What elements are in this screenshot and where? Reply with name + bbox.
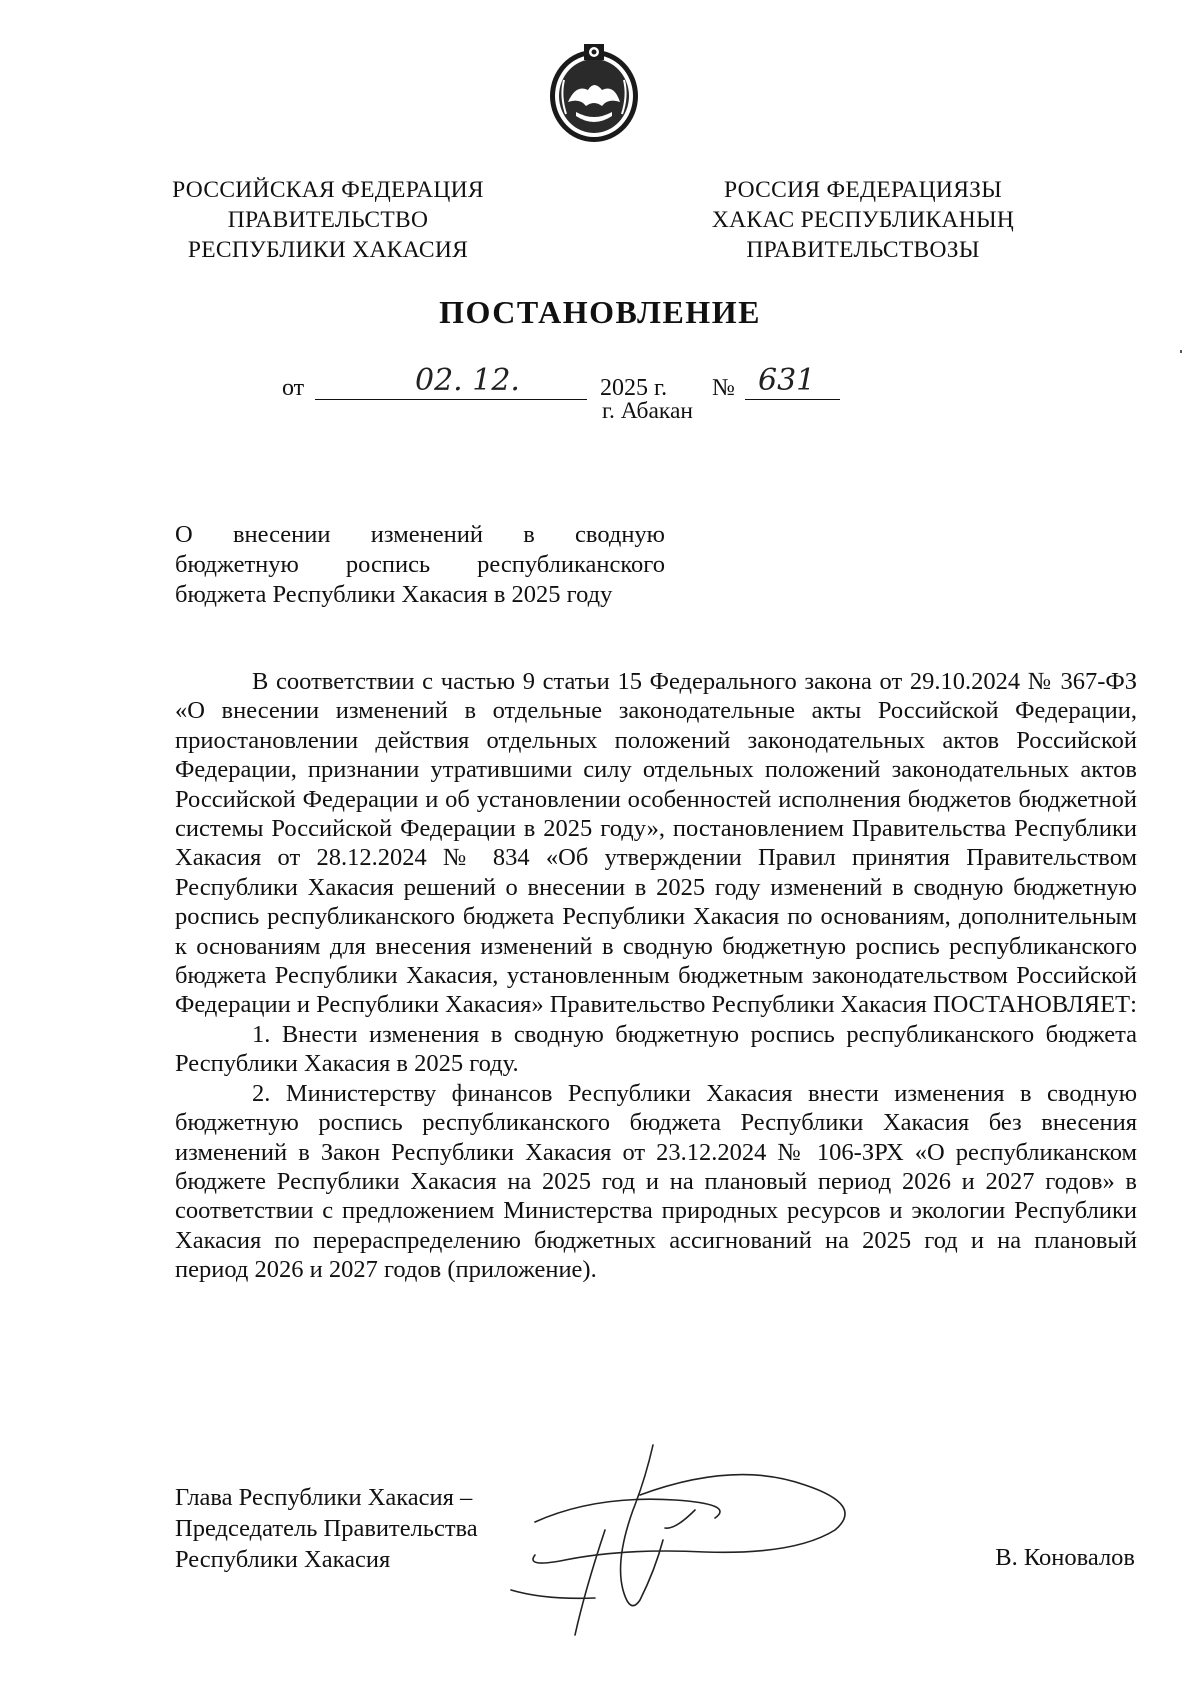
document-body (175, 667, 1137, 1285)
document-subject (175, 520, 665, 610)
subject-line: бюджетную роспись республиканского (175, 551, 665, 578)
signatory-name: В. Коновалов (995, 1544, 1135, 1571)
header-left-line: РОССИЙСКАЯ ФЕДЕРАЦИЯ (172, 177, 484, 203)
header-right-khakas (653, 175, 1073, 265)
city-label: г. Абакан (602, 398, 693, 424)
coat-of-arms-emblem (546, 40, 642, 146)
header-right-line: ХАКАС РЕСПУБЛИКАНЫҢ (711, 207, 1015, 233)
handwritten-signature (505, 1440, 885, 1640)
date-number-line (0, 363, 1200, 402)
header-right-line: РОССИЯ ФЕДЕРАЦИЯЗЫ (723, 177, 1003, 203)
subject-line: бюджета Республики Хакасия в 2025 году (175, 581, 613, 608)
subject-line: О внесении изменений в сводную (175, 521, 665, 548)
date-from-label: от (282, 375, 305, 401)
number-label: № (712, 375, 735, 401)
header-left-line: ПРАВИТЕЛЬСТВО (227, 207, 429, 233)
signatory-title-line: Глава Республики Хакасия – (175, 1484, 473, 1511)
handwritten-date: 02. 12. (415, 363, 520, 398)
signatory-title-line: Республики Хакасия (175, 1546, 391, 1573)
header-right-line: ПРАВИТЕЛЬСТВОЗЫ (746, 237, 980, 263)
header-left-russian (118, 175, 538, 265)
handwritten-number: 631 (758, 363, 816, 398)
signatory-title (175, 1482, 478, 1575)
header-left-line: РЕСПУБЛИКИ ХАКАСИЯ (187, 237, 469, 263)
document-type-title: ПОСТАНОВЛЕНИЕ (439, 294, 761, 330)
date-year: 2025 г. (600, 375, 668, 401)
signatory-title-line: Председатель Правительства (175, 1515, 478, 1542)
scan-speck (1180, 350, 1182, 353)
body-paragraph-item-1: 1. Внести изменения в сводную бюджетную роспись республиканского бюджета Республики Хакасия в 2025 году. (175, 1020, 1137, 1078)
body-paragraph-item-2: 2. Министерству финансов Республики Хакасия внести изменения в сводную бюджетную роспись республиканского бюджета Республики Хакасия без внесения изменений в Закон Республики Хакасия от 23.12.2024 № 106-ЗРХ «О республиканском бюджете Республики Хакасия на 2025 год и на плановый период 2026 и 2027 годов» в соответствии с предложением Министерства природных ресурсов и экологии Республики Хакасия по перераспределению бюджетных ассигнований на 2025 год и на плановый период 2026 и 2027 годов (приложение). (175, 1079, 1137, 1284)
body-paragraph-preamble: В соответствии с частью 9 статьи 15 Федерального закона от 29.10.2024 № 367-ФЗ «О внесении изменений в отдельные законодательные акты Российской Федерации, приостановлении действия отдельных положений законодательных актов Российской Федерации, признании утратившими силу отдельных положений законодательных актов Российской Федерации и об установлении особенностей исполнения бюджетов бюджетной системы Российской Федерации в 2025 году», постановлением Правительства Республики Хакасия от 28.12.2024 № 834 «Об утверждении Правил принятия Правительством Республики Хакасия решений о внесении в 2025 году изменений в сводную бюджетную роспись республиканского бюджета Республики Хакасия по основаниям, дополнительным к основаниям для внесения изменений в сводную бюджетную роспись республиканского бюджета Республики Хакасия, установленным бюджетным законодательством Российской Федерации и Республики Хакасия» Правительство Республики Хакасия ПОСТАНОВЛЯЕТ: (175, 668, 1137, 1019)
